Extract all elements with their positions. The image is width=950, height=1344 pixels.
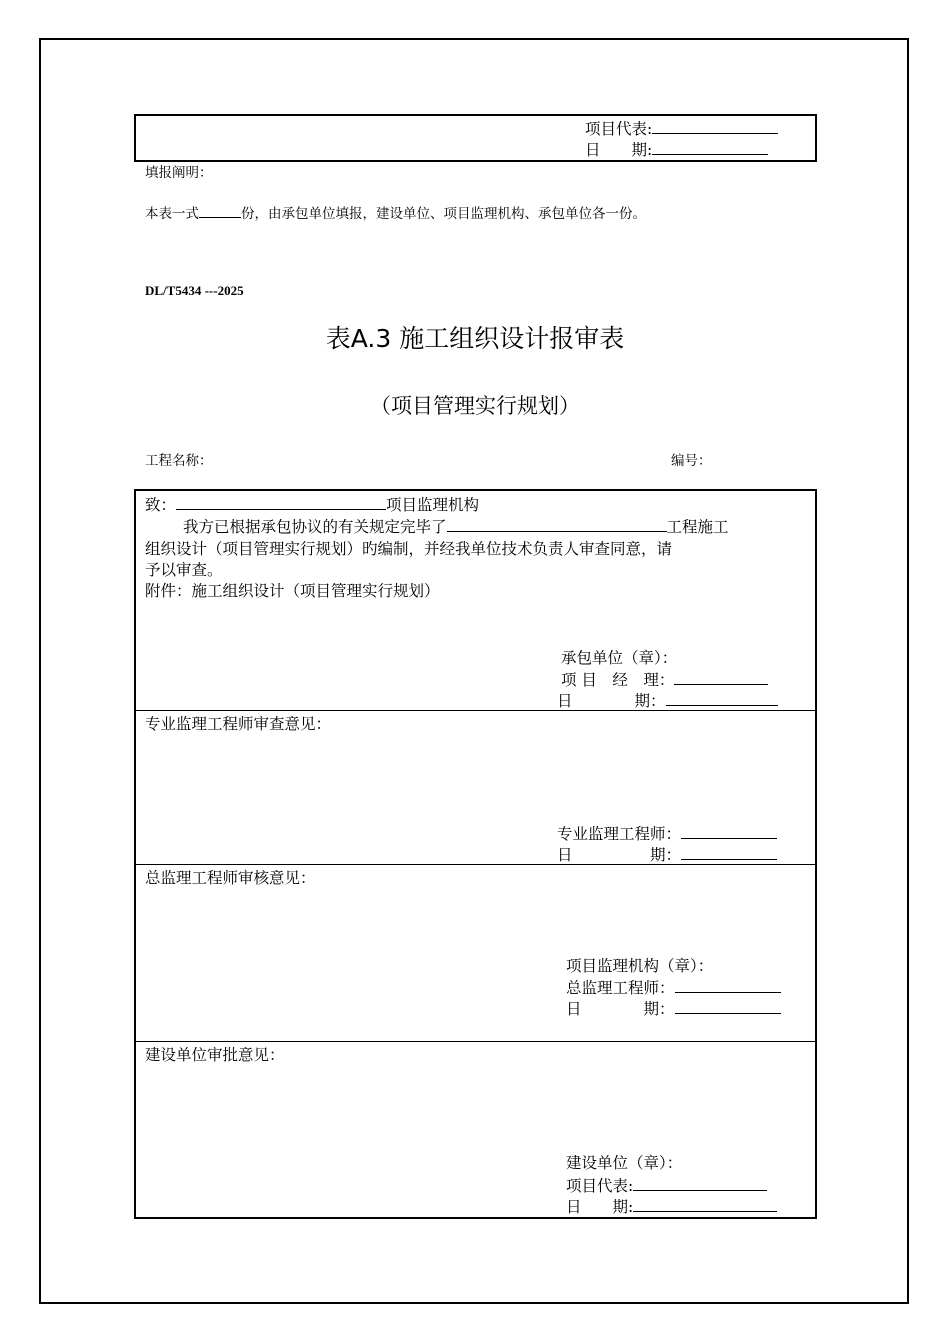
submit-date-blank[interactable] (666, 690, 778, 706)
form-title: 表A.3 施工组织设计报审表 (325, 324, 625, 353)
owner-date-blank[interactable] (633, 1196, 777, 1212)
prev-date-row (585, 139, 768, 161)
prev-date-label: 日 期: (585, 141, 653, 159)
attachment-line: 附件：施工组织设计（项目管理实行规划） (145, 582, 440, 600)
addressee-suffix: 项目监理机构 (386, 496, 480, 514)
addressee-row (145, 494, 479, 516)
manager-blank[interactable] (674, 669, 768, 685)
notes-heading: 填报阐明： (145, 165, 213, 181)
notes-text-b: 份，由承包单位填报，建设单位、项目监理机构、承包单位各一份。 (241, 206, 646, 222)
manager-row (561, 669, 768, 691)
engineer-review-heading: 专业监理工程师审查意见： (145, 715, 332, 733)
chief-seal-label: 项目监理机构（章）： (566, 957, 714, 975)
prev-rep-blank[interactable] (652, 118, 778, 134)
engineer-date-row (557, 844, 777, 866)
project-blank[interactable] (447, 516, 667, 532)
submission-line-1 (183, 516, 729, 538)
chief-date-blank[interactable] (675, 998, 781, 1014)
number-label: 编号： (671, 453, 712, 469)
prev-rep-row (585, 118, 778, 140)
notes-text (145, 204, 646, 223)
engineer-date-blank[interactable] (681, 844, 777, 860)
submit-date-row (557, 690, 778, 712)
submission-line-2: 组织设计（项目管理实行规划）旳编制，并经我单位技术负责人审查同意，请 (145, 540, 673, 558)
submission-line-3: 予以审查。 (145, 561, 223, 579)
manager-label: 项 目 经 理： (561, 671, 675, 689)
owner-rep-label: 项目代表: (566, 1177, 634, 1195)
form-subtitle: （项目管理实行规划） (370, 394, 580, 418)
chief-signer-blank[interactable] (675, 977, 781, 993)
owner-rep-blank[interactable] (633, 1175, 767, 1191)
contractor-seal-label: 承包单位（章）： (561, 649, 678, 667)
owner-date-label: 日 期: (566, 1198, 634, 1216)
prev-rep-label: 项目代表: (585, 120, 653, 138)
chief-review-heading: 总监理工程师审核意见： (145, 869, 316, 887)
divider-3 (135, 1041, 816, 1042)
chief-signer-label: 总监理工程师： (566, 979, 675, 997)
chief-date-label: 日 期： (566, 1000, 675, 1018)
engineer-date-label: 日 期： (557, 846, 682, 864)
standard-code: DL/T5434 ---2025 (145, 283, 244, 298)
submission-body-b: 工程施工 (666, 518, 729, 536)
copies-blank[interactable] (199, 204, 241, 218)
prev-date-blank[interactable] (652, 139, 768, 155)
engineer-signer-blank[interactable] (681, 823, 777, 839)
submission-body-a: 我方已根据承包协议的有关规定完毕了 (183, 518, 447, 536)
project-name-label: 工程名称： (145, 453, 213, 469)
chief-date-row (566, 998, 781, 1020)
owner-approval-heading: 建设单位审批意见： (145, 1046, 285, 1064)
chief-signer-row (566, 977, 781, 999)
addressee-prefix: 致： (145, 496, 177, 514)
owner-rep-row (566, 1175, 767, 1197)
engineer-signer-row (557, 823, 777, 845)
addressee-blank[interactable] (176, 494, 386, 510)
notes-text-a: 本表一式 (145, 206, 199, 222)
submit-date-label: 日 期： (557, 692, 666, 710)
engineer-signer-label: 专业监理工程师： (557, 825, 682, 843)
owner-date-row (566, 1196, 777, 1218)
owner-seal-label: 建设单位（章）： (566, 1154, 683, 1172)
